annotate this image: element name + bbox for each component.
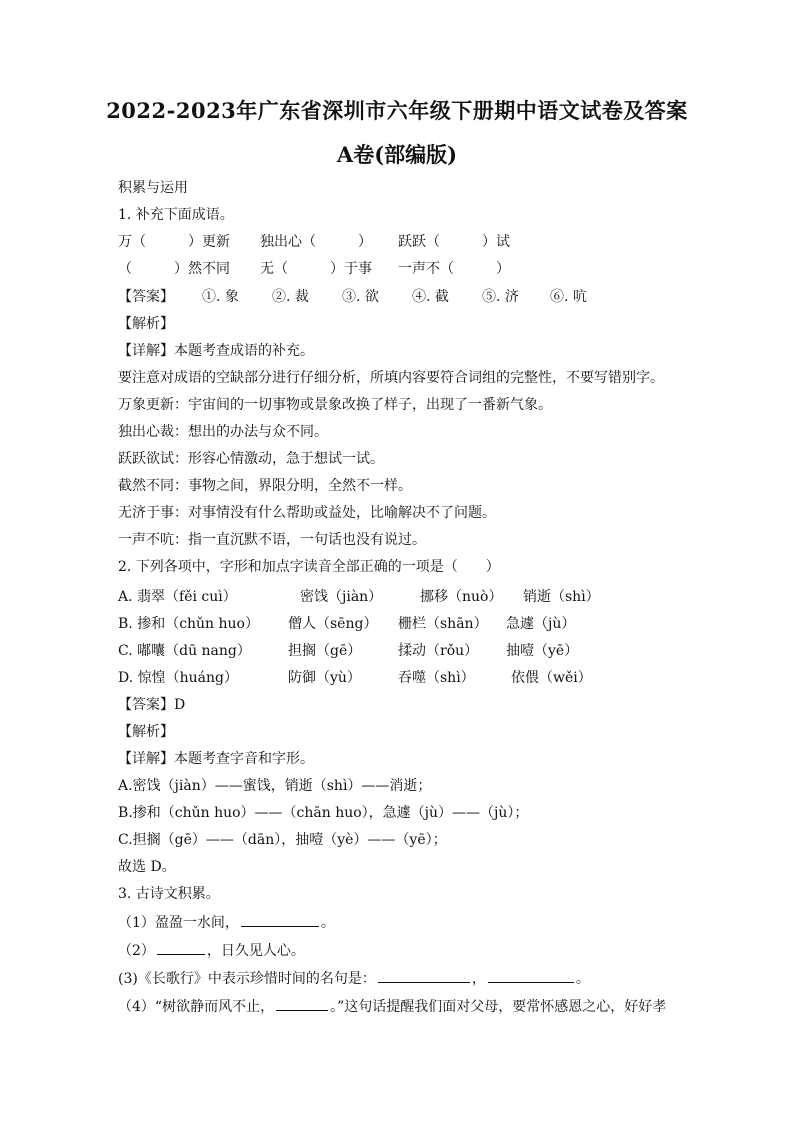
detail-line: 故选 D。 [118,859,176,875]
answer-blank[interactable] [157,940,205,955]
detail-line: A.密饯（jiàn）——蜜饯，销逝（shì）——消逝； [118,778,432,794]
analysis-label: 【解析】 [118,724,174,740]
detail-line: 跃跃欲试：形容心情激动，急于想试一试。 [118,451,384,467]
q1-answer-row [118,287,587,307]
q3-stem: 3. 古诗文积累。 [118,886,220,902]
q2-option-a [118,587,600,607]
q3-item-2 [118,940,305,961]
option-word: B. 掺和（chǔn huo） [118,616,259,632]
q2-option-b [118,614,575,634]
option-word: 抽噎（yē） [506,643,579,659]
option-word: D. 惊惶（huáng） [118,670,238,686]
idiom-blank: 独出心（ ） [260,234,372,250]
answer-blank[interactable] [488,968,574,983]
analysis-label: 【解析】 [118,316,174,332]
idiom-blank: （ ）然不同 [118,261,230,277]
detail-line: 【详解】本题考查成语的补充。 [118,343,314,359]
item-text: ， [471,971,486,987]
q2-option-c [118,641,578,661]
option-word: 揉动（rǒu） [398,643,479,659]
item-text: ，日久见人心。 [206,943,305,959]
item-text: （1）盈盈一水间， [118,915,239,931]
option-word: 吞噬（shì） [398,670,475,686]
option-word: A. 翡翠（fěi cuì） [118,589,237,605]
detail-line: 要注意对成语的空缺部分进行仔细分析，所填内容要符合词组的完整性，不要写错别字。 [118,370,664,386]
detail-line: 无济于事：对事情没有什么帮助或益处，比喻解决不了问题。 [118,505,496,521]
answer-label: 【答案】 [118,289,174,305]
detail-line: 【详解】本题考查字音和字形。 [118,751,314,767]
option-word: 急遽（jù） [506,616,576,632]
option-word: C. 嘟囔（dū nang） [118,643,251,659]
option-word: 防御（yù） [288,670,361,686]
q3-item-4 [118,996,666,1017]
q1-row2 [118,259,510,279]
item-text: （4）“树欲静而风不止， [118,999,275,1015]
item-text: （2） [118,943,155,959]
q3-item-1 [118,912,335,933]
idiom-blank: 无（ ）于事 [260,261,372,277]
answer-blank[interactable] [378,968,470,983]
idiom-blank: 万（ ）更新 [118,234,230,250]
q1-row1 [118,232,510,252]
q1-stem: 1. 补充下面成语。 [118,207,234,223]
q2-stem: 2. 下列各项中，字形和加点字读音全部正确的一项是（ ） [118,559,500,575]
answer-blank[interactable] [241,912,319,927]
item-text: 。”这句话提醒我们面对父母，要常怀感恩之心，好好孝 [330,999,667,1015]
document-title-line2: A卷(部编版) [336,142,458,167]
detail-line: 一声不吭：指一直沉默不语，一句话也没有说过。 [118,532,426,548]
item-text: 。 [320,915,335,931]
detail-line: 万象更新：宇宙间的一切事物或景象改换了样子，出现了一番新气象。 [118,397,552,413]
detail-line: 截然不同：事物之间，界限分明，全然不一样。 [118,478,412,494]
detail-line: 独出心裁：想出的办法与众不同。 [118,424,328,440]
answer-item: ②. 裁 [272,289,309,305]
option-word: 密饯（jiàn） [300,589,383,605]
option-word: 担搁（gē） [288,643,362,659]
answer-item: ③. 欲 [342,289,379,305]
answer-item: ④. 截 [412,289,449,305]
option-word: 销逝（shì） [523,589,600,605]
q3-item-3 [118,968,590,989]
item-text: (3)《长歌行》中表示珍惜时间的名句是： [118,971,376,987]
option-word: 挪移（nuò） [420,589,503,605]
idiom-blank: 跃跃（ ）试 [398,234,510,250]
option-word: 栅栏（shān） [398,616,488,632]
option-word: 依偎（wěi） [511,670,592,686]
q2-option-d [118,668,592,688]
section-heading: 积累与运用 [118,180,188,196]
detail-line: B.掺和（chǔn huo）——（chān huo），急遽（jù）——（jù）； [118,805,529,821]
q2-answer: 【答案】D [118,697,186,713]
option-word: 僧人（sēng） [288,616,378,632]
detail-line: C.担搁（gē）——（dān），抽噎（yè）——（yē）； [118,832,447,848]
answer-item: ⑤. 济 [482,289,519,305]
idiom-blank: 一声不（ ） [398,261,510,277]
item-text: 。 [575,971,590,987]
answer-item: ⑥. 吭 [550,289,587,305]
document-title-line1: 2022-2023年广东省深圳市六年级下册期中语文试卷及答案 [106,98,688,123]
answer-item: ①. 象 [202,289,239,305]
answer-blank[interactable] [276,996,328,1011]
